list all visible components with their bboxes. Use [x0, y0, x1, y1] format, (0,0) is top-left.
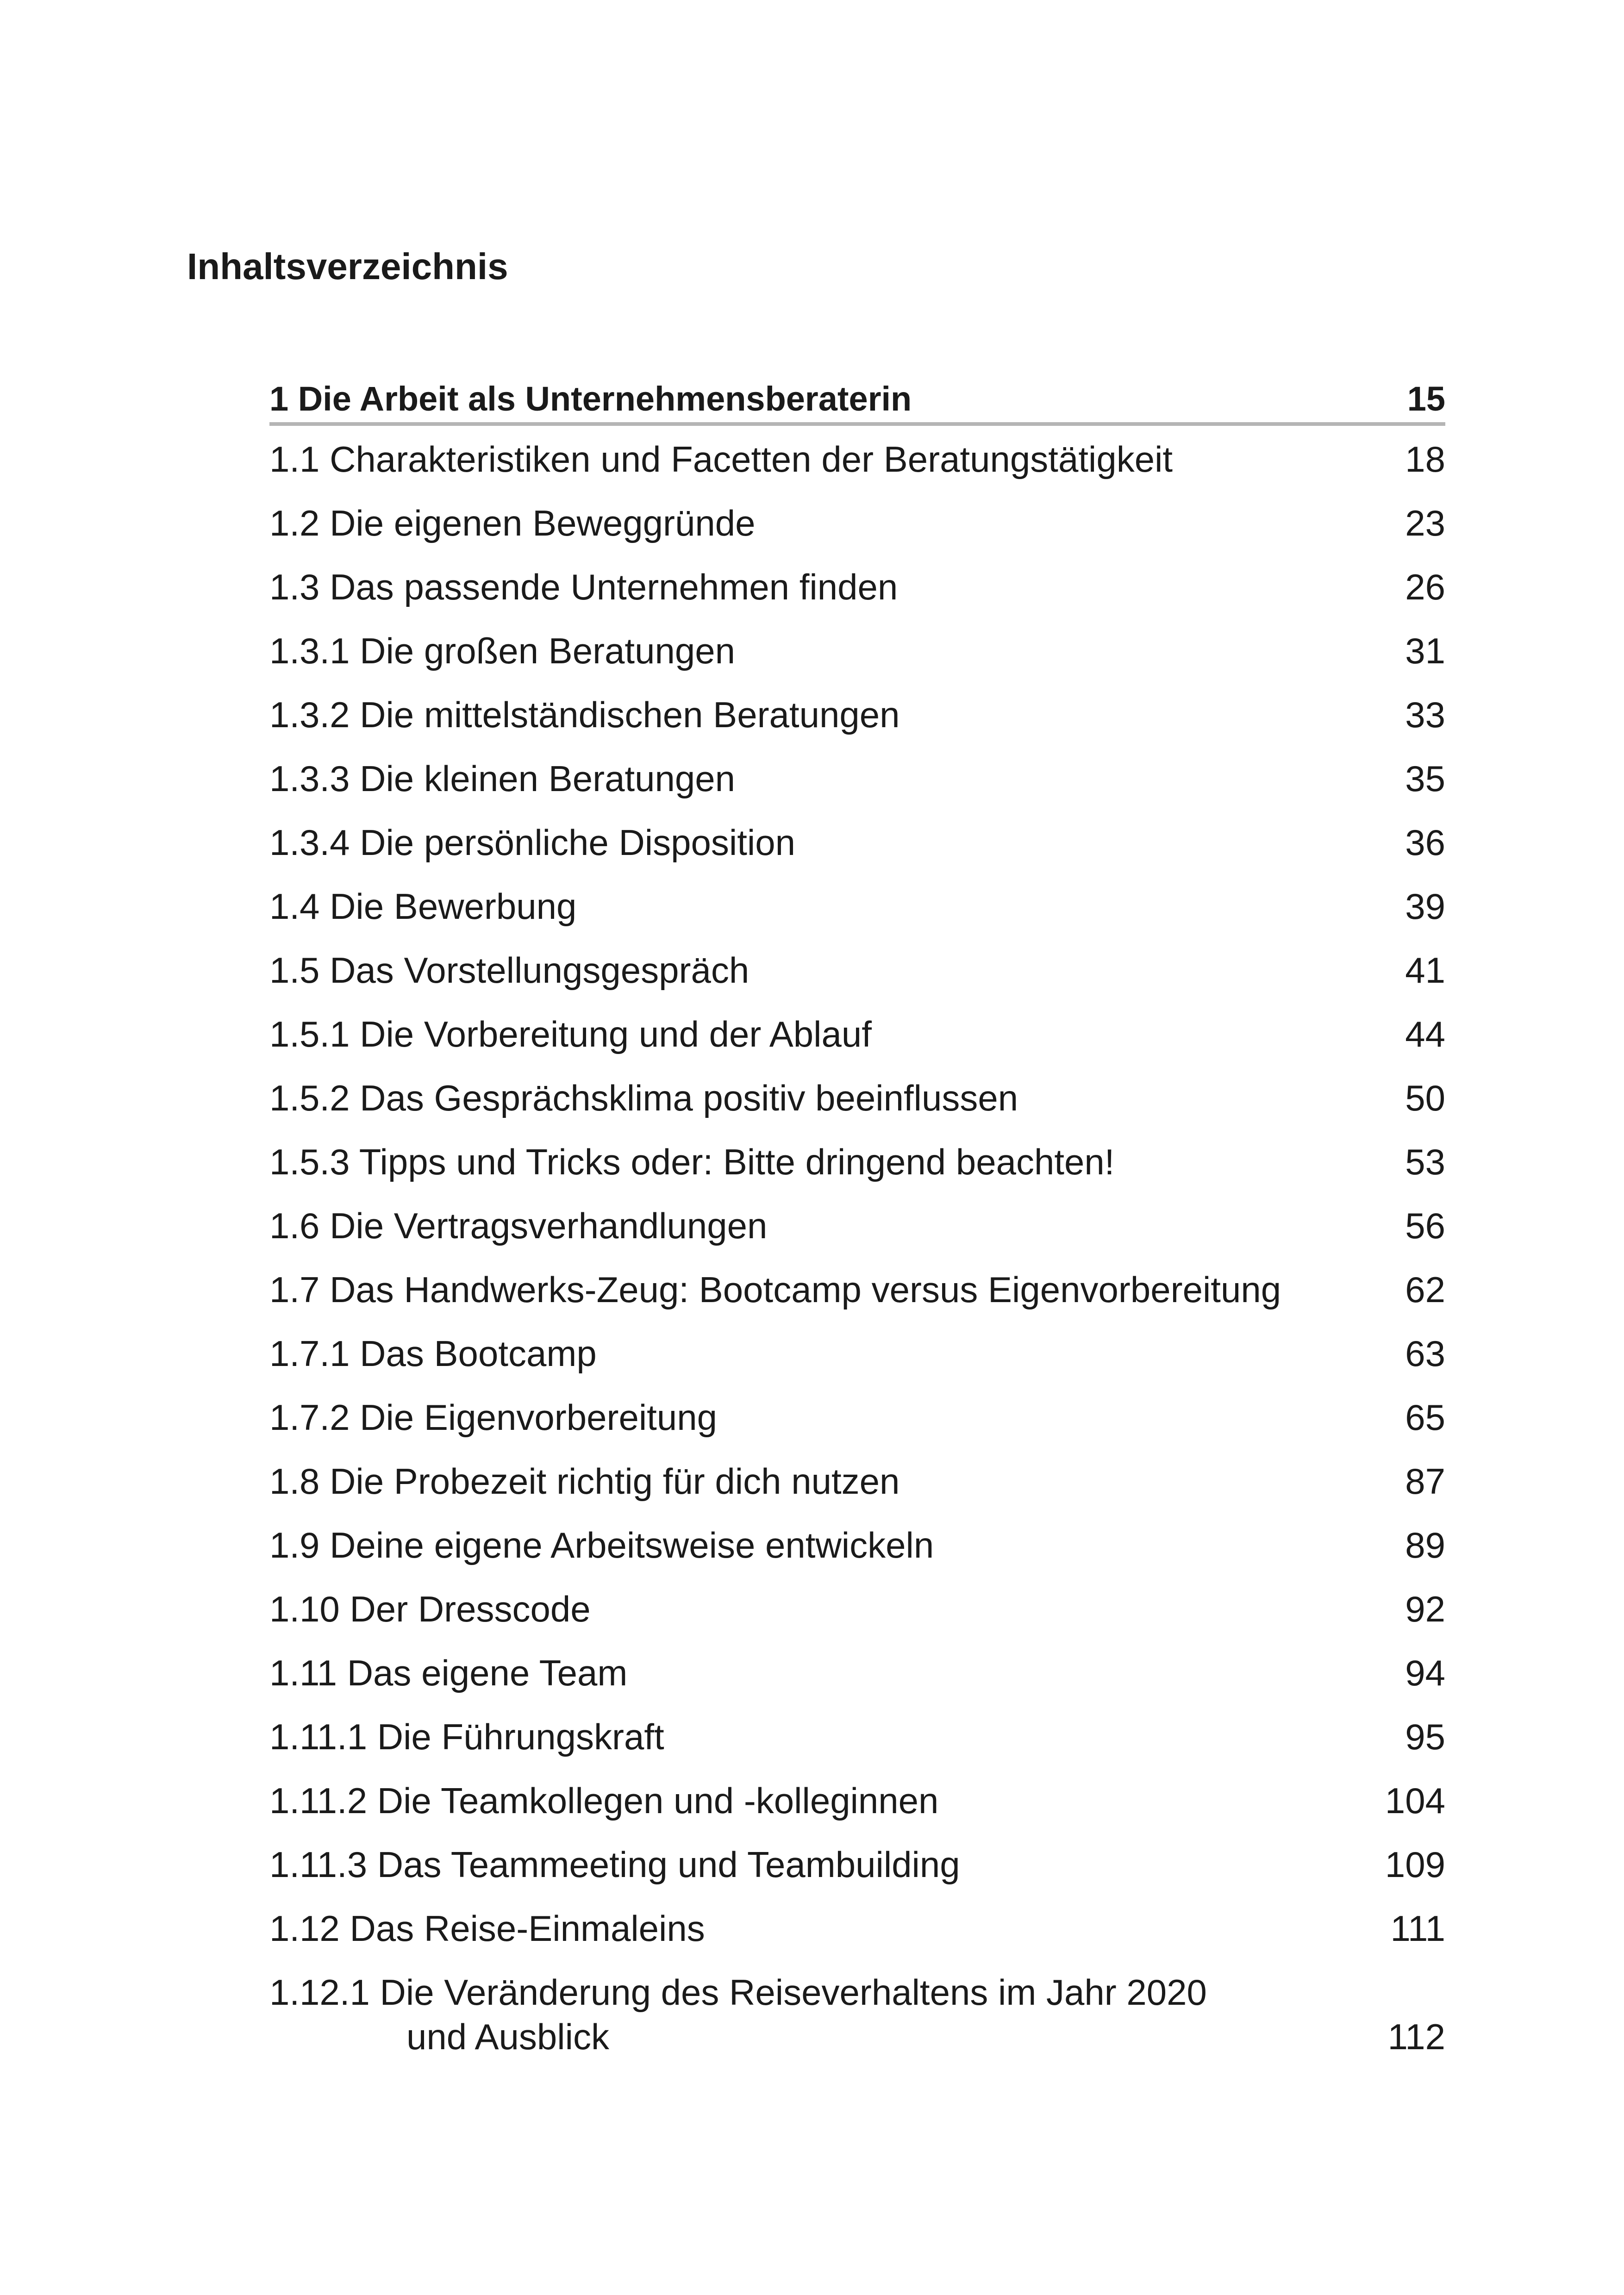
- toc-entry[interactable]: [269, 1895, 1445, 1959]
- toc-entry-label: 1.11 Das eigene Team: [269, 1653, 628, 1693]
- toc-entry-page: 35: [1405, 758, 1445, 799]
- toc-entry[interactable]: [269, 426, 1445, 490]
- toc-entry-label: 1.5 Das Vorstellungsgespräch: [269, 950, 750, 991]
- toc-entry[interactable]: [269, 1065, 1445, 1129]
- toc-entry-label: 1.7 Das Handwerks-Zeug: Bootcamp versus Eigenvorbereitung: [269, 1269, 1281, 1310]
- toc-entry-page: 23: [1405, 503, 1445, 543]
- toc-entry[interactable]: [269, 809, 1445, 873]
- toc-entry-page: 18: [1405, 439, 1445, 480]
- toc-entry[interactable]: [269, 1767, 1445, 1831]
- toc-entry[interactable]: [269, 745, 1445, 809]
- toc-entry-page: 112: [1387, 2016, 1445, 2057]
- toc-chapter-label: 1 Die Arbeit als Unternehmensberaterin: [269, 380, 912, 418]
- toc-entry-page: 94: [1405, 1653, 1445, 1693]
- toc-entry-page: 26: [1405, 567, 1445, 607]
- toc-entry[interactable]: [269, 1192, 1445, 1256]
- toc-entry-label: 1.5.2 Das Gesprächsklima positiv beeinflussen: [269, 1078, 1018, 1118]
- toc-entry-page: 65: [1405, 1397, 1445, 1438]
- toc-chapter-heading[interactable]: [269, 374, 1445, 426]
- toc-entry-label: 1.7.2 Die Eigenvorbereitung: [269, 1397, 717, 1438]
- toc-entry[interactable]: [269, 1129, 1445, 1192]
- toc-entry[interactable]: [269, 1384, 1445, 1448]
- toc-entry-page: 56: [1405, 1205, 1445, 1246]
- toc-entry[interactable]: [269, 681, 1445, 745]
- toc-entry-label: 1.12 Das Reise-Einmaleins: [269, 1908, 705, 1949]
- toc-entry[interactable]: [269, 1256, 1445, 1320]
- toc-entry-label: 1.2 Die eigenen Beweggründe: [269, 503, 756, 543]
- toc-entry[interactable]: [269, 1448, 1445, 1512]
- toc-entry-label: 1.1 Charakteristiken und Facetten der Beratungstätigkeit: [269, 439, 1173, 480]
- toc-entry-page: 44: [1405, 1014, 1445, 1054]
- toc-entry-label: 1.10 Der Dresscode: [269, 1589, 591, 1629]
- toc-entry-page: 33: [1405, 694, 1445, 735]
- toc-entry-page: 39: [1405, 886, 1445, 927]
- toc-entry-page: 104: [1385, 1780, 1445, 1821]
- toc-entry-page: 87: [1405, 1461, 1445, 1502]
- toc-entry[interactable]: [269, 1959, 1445, 2061]
- toc-entry-label: 1.4 Die Bewerbung: [269, 886, 577, 927]
- toc-entry[interactable]: [269, 554, 1445, 617]
- toc-entry-label: 1.6 Die Vertragsverhandlungen: [269, 1205, 768, 1246]
- toc-entry-page: 89: [1405, 1525, 1445, 1565]
- toc-entry[interactable]: [269, 617, 1445, 681]
- toc-entry[interactable]: [269, 1512, 1445, 1576]
- toc-entry[interactable]: [269, 1320, 1445, 1384]
- toc-entry-page: 31: [1405, 630, 1445, 671]
- toc-entry-page: 109: [1385, 1844, 1445, 1885]
- toc-entry-page: 53: [1405, 1141, 1445, 1182]
- toc-entry[interactable]: [269, 490, 1445, 554]
- toc-entry-label: 1.12.1 Die Veränderung des Reiseverhaltens im Jahr 2020: [269, 1972, 1207, 2013]
- toc-entry[interactable]: [269, 1831, 1445, 1895]
- toc-entry-label: 1.7.1 Das Bootcamp: [269, 1333, 597, 1374]
- toc-entry-label: 1.3.2 Die mittelständischen Beratungen: [269, 694, 900, 735]
- toc-chapter-page: 15: [1407, 380, 1445, 418]
- toc-entry-label: 1.5.3 Tipps und Tricks oder: Bitte dringend beachten!: [269, 1141, 1115, 1182]
- toc-entry-page: 63: [1405, 1333, 1445, 1374]
- toc-entry-page: 62: [1405, 1269, 1445, 1310]
- toc-entry-label: 1.11.2 Die Teamkollegen und -kolleginnen: [269, 1780, 939, 1821]
- toc-entry-page: 41: [1405, 950, 1445, 991]
- toc-entry[interactable]: [269, 1703, 1445, 1767]
- toc-entry-label: 1.8 Die Probezeit richtig für dich nutzen: [269, 1461, 900, 1502]
- toc-entry-page: 36: [1405, 822, 1445, 863]
- toc-entry[interactable]: [269, 873, 1445, 937]
- toc-entry-list: [269, 426, 1445, 1959]
- toc-entry[interactable]: [269, 1001, 1445, 1065]
- page-title: Inhaltsverzeichnis: [187, 246, 508, 287]
- toc-entry[interactable]: [269, 937, 1445, 1001]
- toc-entry-page: 92: [1405, 1589, 1445, 1629]
- toc-entry-label: 1.5.1 Die Vorbereitung und der Ablauf: [269, 1014, 872, 1054]
- toc-entry-page: 95: [1405, 1716, 1445, 1757]
- toc-entry-label: 1.3.3 Die kleinen Beratungen: [269, 758, 736, 799]
- toc-entry[interactable]: [269, 1576, 1445, 1640]
- toc-entry-page: 50: [1405, 1078, 1445, 1118]
- toc-entry-label: 1.3 Das passende Unternehmen finden: [269, 567, 898, 607]
- toc-entry-label: 1.3.4 Die persönliche Disposition: [269, 822, 795, 863]
- toc-entry-label: 1.9 Deine eigene Arbeitsweise entwickeln: [269, 1525, 934, 1565]
- table-of-contents: [269, 374, 1445, 2061]
- toc-entry-label: 1.11.3 Das Teammeeting und Teambuilding: [269, 1844, 960, 1885]
- toc-entry[interactable]: [269, 1640, 1445, 1703]
- toc-entry-page: 111: [1390, 1908, 1445, 1949]
- toc-entry-label: 1.3.1 Die großen Beratungen: [269, 630, 736, 671]
- toc-entry-label-continued: und Ausblick: [406, 2016, 609, 2057]
- toc-entry-label: 1.11.1 Die Führungskraft: [269, 1716, 664, 1757]
